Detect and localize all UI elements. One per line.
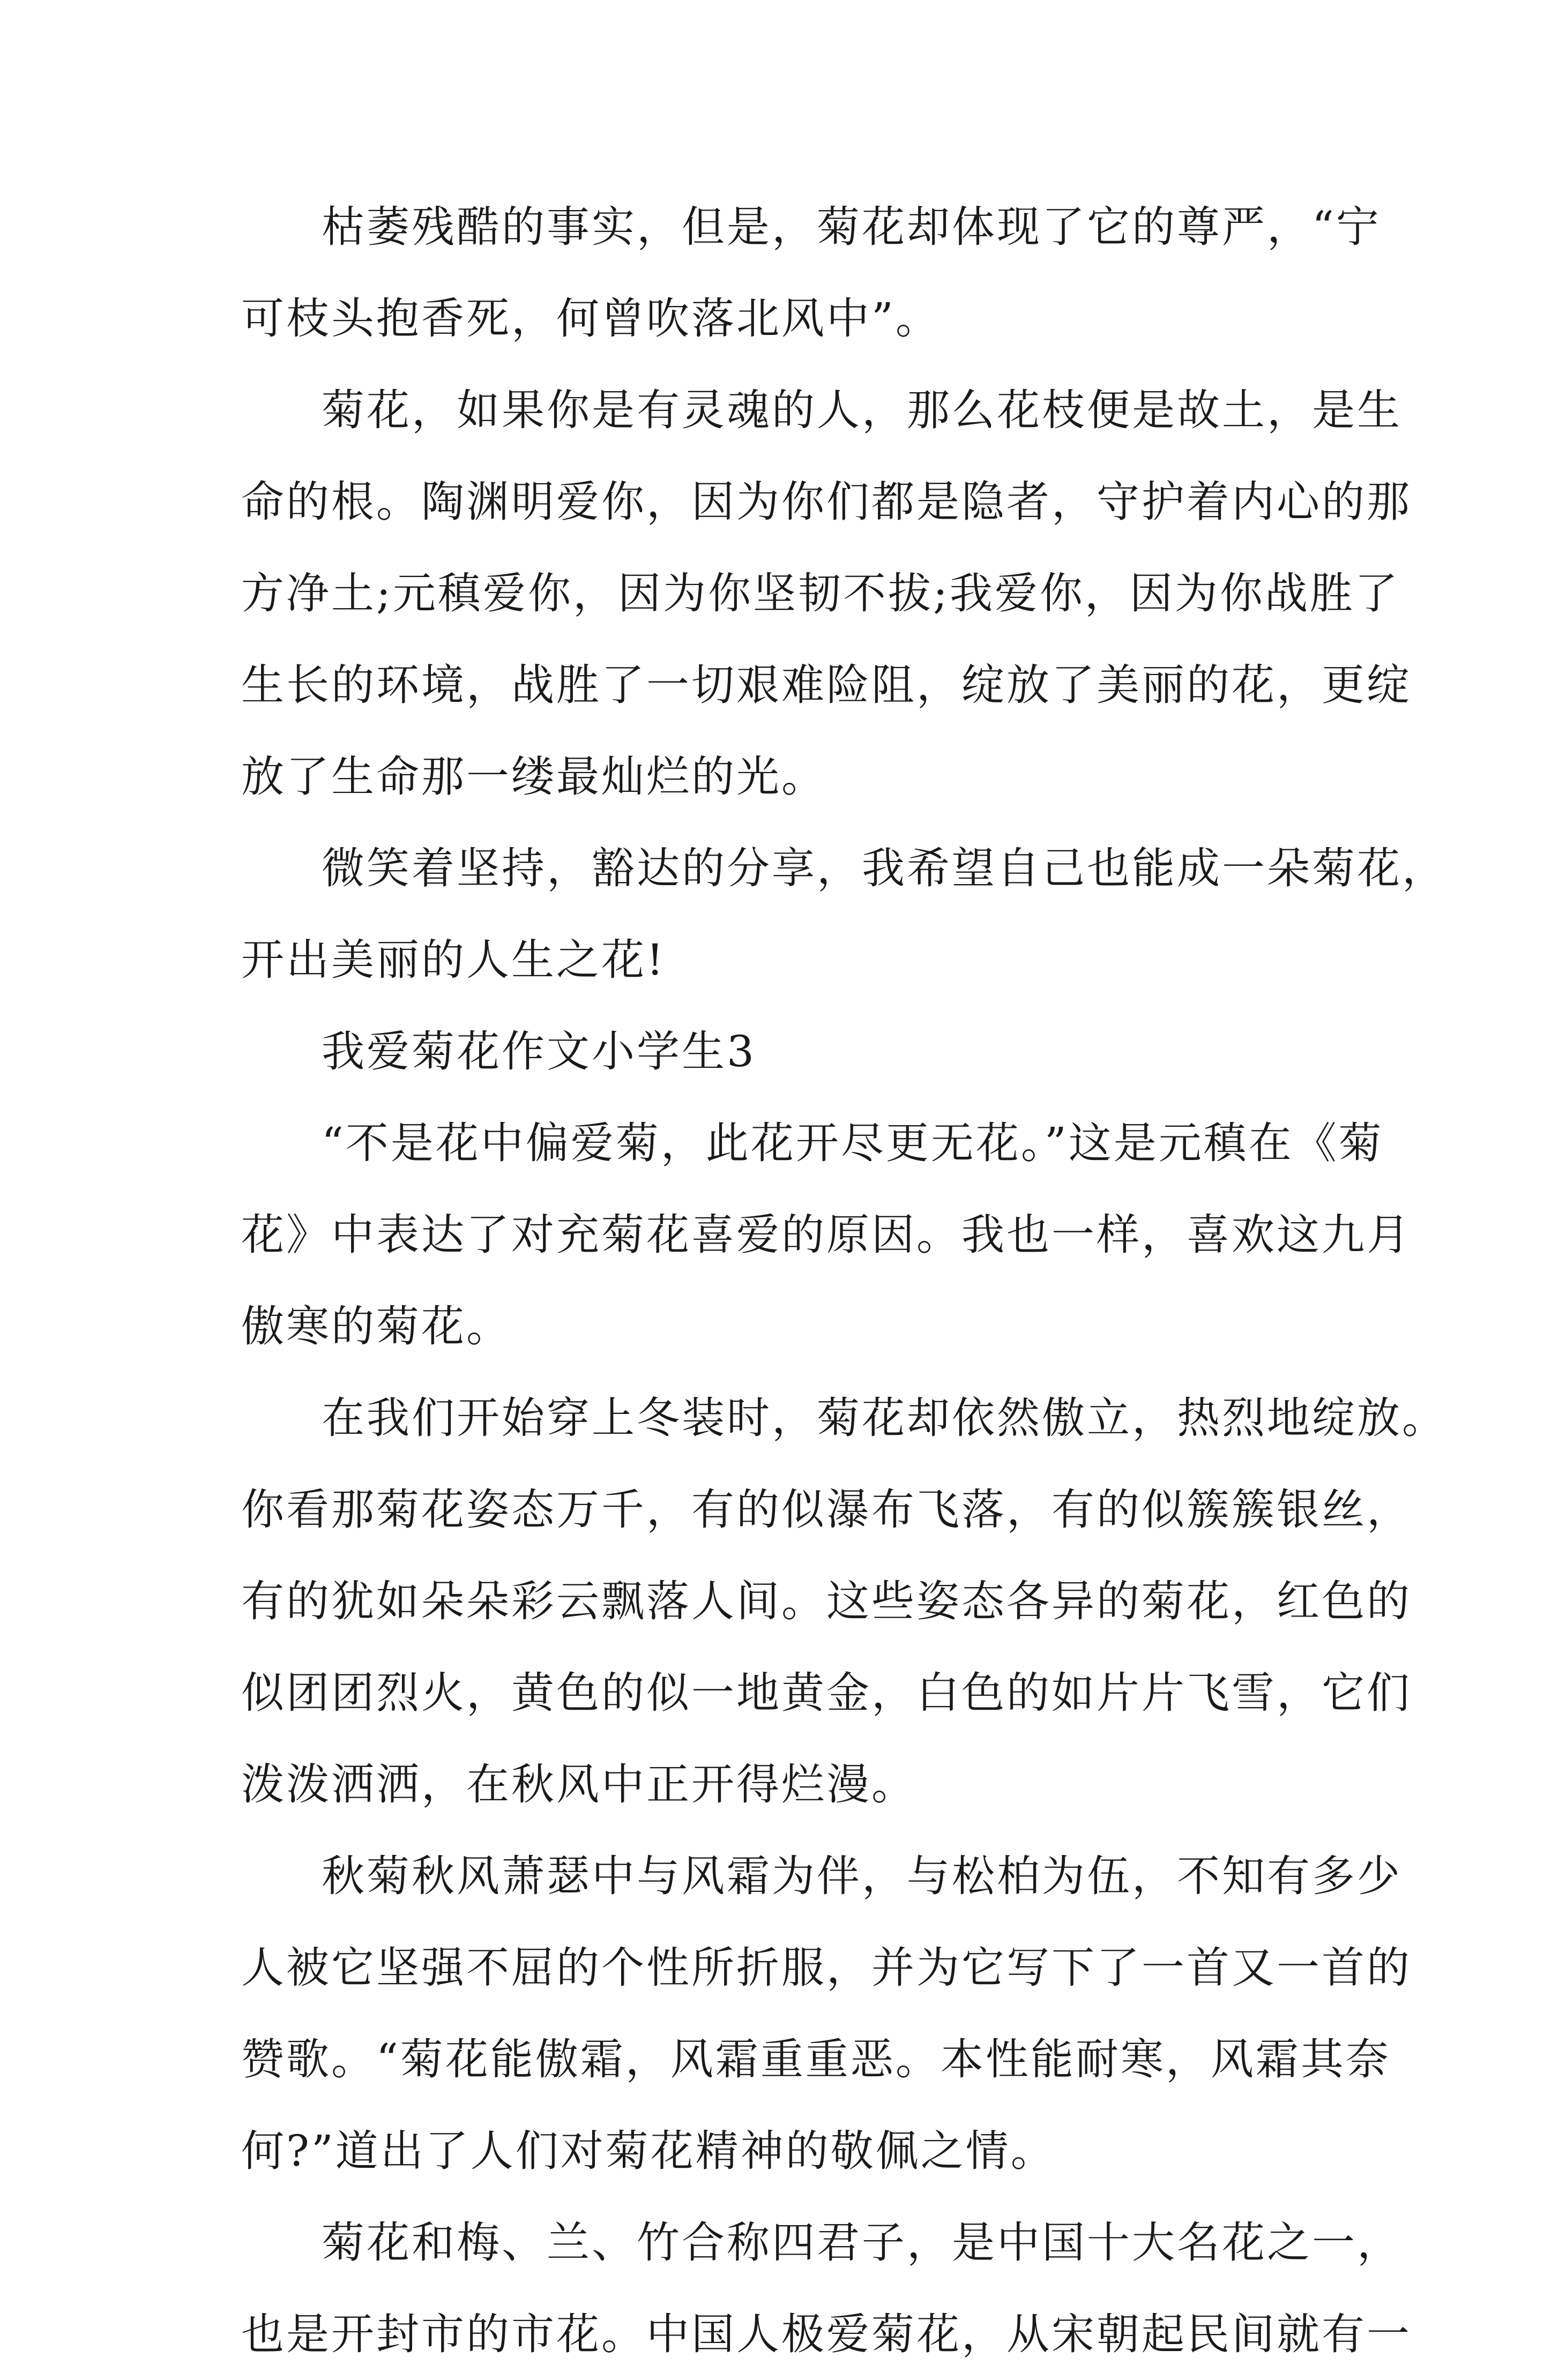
text-line: 生长的环境，战胜了一切艰难险阻，绽放了美丽的花，更绽 xyxy=(241,660,1412,710)
text-line: 何?”道出了人们对菊花精神的敬佩之情。 xyxy=(241,2126,1056,2176)
text-line: 有的犹如朵朵彩云飘落人间。这些姿态各异的菊花，红色的 xyxy=(241,1576,1412,1626)
body-text xyxy=(241,181,1447,2380)
text-line: 放了生命那一缕最灿烂的光。 xyxy=(241,752,826,802)
text-line: 花》中表达了对充菊花喜爱的原因。我也一样，喜欢这九月 xyxy=(241,1210,1412,1260)
text-line: 方净土;元稹爱你，因为你坚韧不拔;我爱你，因为你战胜了 xyxy=(241,568,1400,618)
text-line: 菊花，如果你是有灵魂的人，那么花枝便是故土，是生 xyxy=(322,385,1402,435)
text-line: 菊花和梅、兰、竹合称四君子，是中国十大名花之一， xyxy=(322,2218,1402,2267)
text-line: 人被它坚强不屈的个性所折服，并为它写下了一首又一首的 xyxy=(241,1943,1412,1993)
text-line: 秋菊秋风萧瑟中与风霜为伴，与松柏为伍，不知有多少 xyxy=(322,1851,1402,1901)
text-line: 傲寒的菊花。 xyxy=(241,1301,511,1351)
text-line: 泼泼洒洒，在秋风中正开得烂漫。 xyxy=(241,1760,916,1809)
text-line: 也是开封市的市花。中国人极爱菊花，从宋朝起民间就有一 xyxy=(241,2309,1412,2359)
text-line: 微笑着坚持，豁达的分享，我希望自己也能成一朵菊花， xyxy=(322,843,1447,893)
text-line: 可枝头抱香死，何曾吹落北风中”。 xyxy=(241,294,941,343)
text-line: 赞歌。“菊花能傲霜，风霜重重恶。本性能耐寒，风霜其奈 xyxy=(241,2034,1391,2084)
text-line: “不是花中偏爱菊，此花开尽更无花。”这是元稹在《菊 xyxy=(322,1118,1384,1168)
text-line: 似团团烈火，黄色的似一地黄金，白色的如片片飞雪，它们 xyxy=(241,1668,1412,1718)
text-line: 开出美丽的人生之花! xyxy=(241,935,666,985)
text-line: 枯萎残酷的事实，但是，菊花却体现了它的尊严，“宁 xyxy=(322,202,1381,252)
text-line: 你看那菊花姿态万千，有的似瀑布飞落，有的似簇簇银丝， xyxy=(241,1485,1412,1535)
text-line: 命的根。陶渊明爱你，因为你们都是隐者，守护着内心的那 xyxy=(241,477,1412,527)
text-line: 在我们开始穿上冬装时，菊花却依然傲立，热烈地绽放。 xyxy=(322,1393,1447,1443)
section-heading: 我爱菊花作文小学生3 xyxy=(322,1027,756,1076)
